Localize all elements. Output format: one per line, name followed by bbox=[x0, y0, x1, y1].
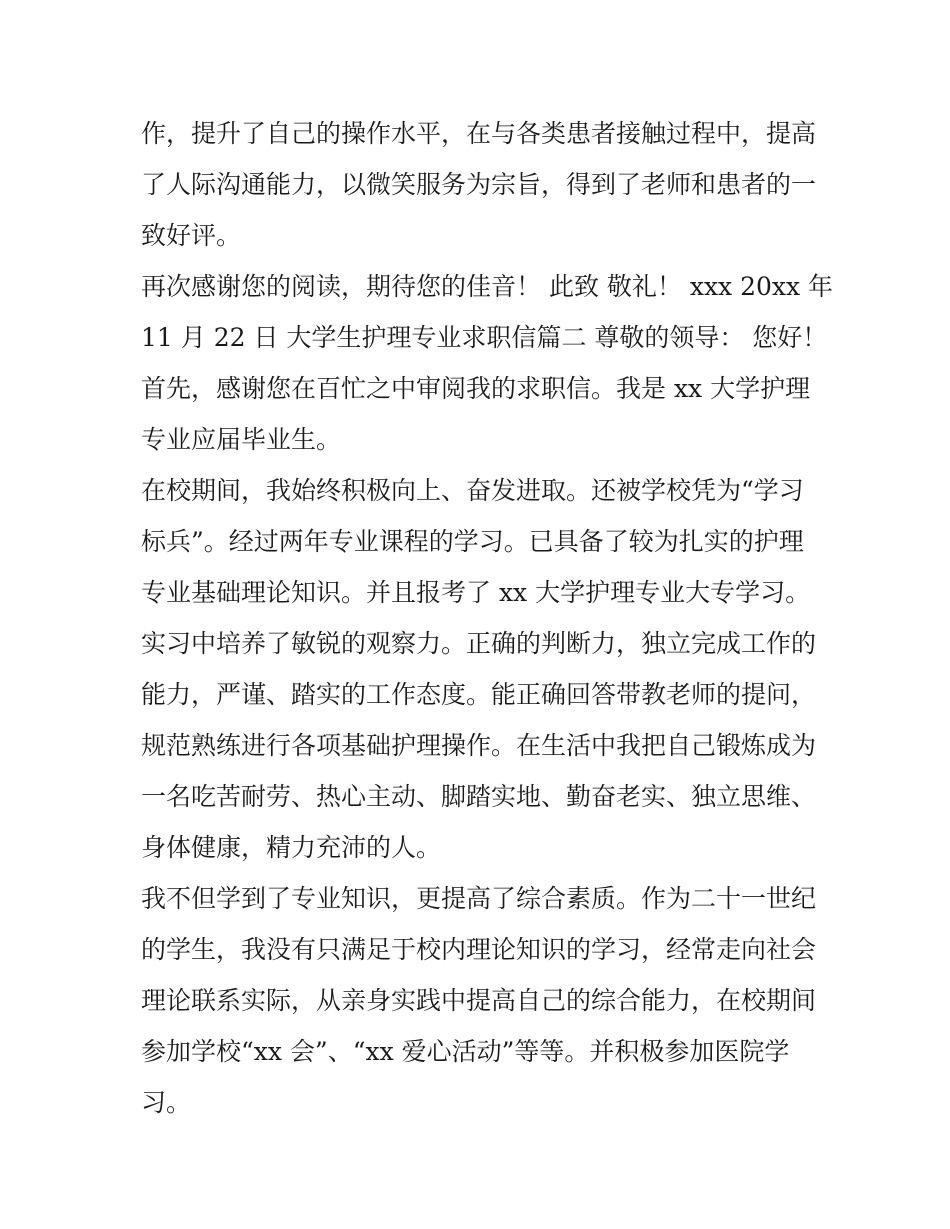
text-line: 的学生，我没有只满足于校内理论知识的学习，经常走向社会 bbox=[141, 935, 817, 964]
text-line: 一名吃苦耐劳、热心主动、脚踏实地、勤奋老实、独立思维、 bbox=[141, 782, 817, 811]
text-line: 致好评。 bbox=[141, 221, 242, 250]
text-line: 标兵”。经过两年专业课程的学习。已具备了较为扎实的护理 bbox=[141, 527, 804, 556]
text-line: 能力，严谨、踏实的工作态度。能正确回答带教老师的提问， bbox=[141, 680, 817, 709]
text-line: 作，提升了自己的操作水平，在与各类患者接触过程中，提高 bbox=[141, 119, 817, 148]
text-line: 规范熟练进行各项基础护理操作。在生活中我把自己锻炼成为 bbox=[141, 731, 817, 760]
text-line: 身体健康，精力充沛的人。 bbox=[141, 833, 442, 862]
text-line: 实习中培养了敏锐的观察力。正确的判断力，独立完成工作的 bbox=[141, 629, 817, 658]
text-line: 专业基础理论知识。并且报考了 xx 大学护理专业大专学习。 bbox=[141, 578, 811, 607]
text-line: 首先，感谢您在百忙之中审阅我的求职信。我是 xx 大学护理 bbox=[141, 374, 811, 403]
document-body bbox=[141, 108, 834, 1128]
text-line: 了人际沟通能力，以微笑服务为宗旨，得到了老师和患者的一 bbox=[141, 170, 817, 199]
text-line: 参加学校“xx 会”、“xx 爱心活动”等等。并积极参加医院学 bbox=[141, 1037, 790, 1066]
text-line: 专业应届毕业生。 bbox=[141, 425, 342, 454]
text-line: 11 月 22 日 大学生护理专业求职信篇二 尊敬的领导： 您好！ bbox=[141, 323, 828, 352]
text-line: 在校期间，我始终积极向上、奋发进取。还被学校凭为“学习 bbox=[141, 476, 804, 505]
text-line: 习。 bbox=[141, 1088, 192, 1117]
text-line: 理论联系实际，从亲身实践中提高自己的综合能力，在校期间 bbox=[141, 986, 817, 1015]
text-line: 我不但学到了专业知识，更提高了综合素质。作为二十一世纪 bbox=[141, 884, 817, 913]
text-line: 再次感谢您的阅读，期待您的佳音！ 此致 敬礼！ xxx 20xx 年 bbox=[141, 272, 834, 301]
